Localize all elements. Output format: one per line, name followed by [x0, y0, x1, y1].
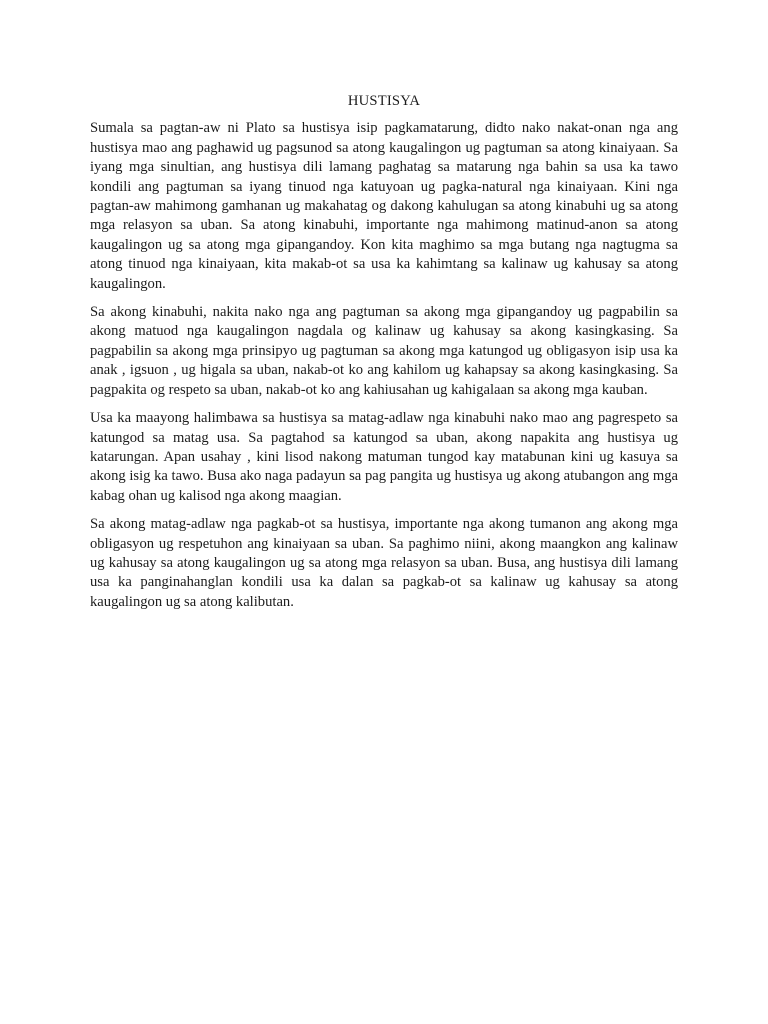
paragraph-1: Sumala sa pagtan-aw ni Plato sa hustisya isip pagkamatarung, didto nako nakat-onan nga ang hustisya mao ang paghawid ug pagsunod sa atong kaugalingon ug pagtuman sa atong kinaiyaan. Sa iyang mga sinultian, ang hustisya dili lamang paghatag sa matarung nga bahin sa usa ka tawo kondili ang pagtuman sa iyang tinuod nga katuyoan ug pagka-natural nga kinaiyaan. Kini nga pagtan-aw mahimong gamhanan ug makahatag og dakong kahulugan sa atong kinabuhi ug sa atong mga relasyon sa uban. Sa atong kinabuhi, importante nga mahimong matinud-anon sa atong kaugalingon ug sa atong mga gipangandoy. Kon kita maghimo sa mga butang nga nagtugma sa atong tinuod nga kinaiyaan, kita makab-ot sa usa ka kahimtang sa kalinaw ug kahusay sa atong kaugalingon.	[90, 120, 678, 292]
document-title: HUSTISYA	[347, 93, 421, 109]
paragraph-3: Usa ka maayong halimbawa sa hustisya sa matag-adlaw nga kinabuhi nako mao ang pagrespeto sa katungod sa matag usa. Sa pagtahod sa katungod sa uban, akong napakita ang hustisya ug katarungan. Apan usahay , kini lisod nakong matuman tungod kay matabunan kini ug kasuya sa akong isig ka tawo. Busa ako naga padayun sa pag pangita ug hustisya ug akong atubangon ang mga kabag ohan ug kalisod nga akong maagian.	[90, 410, 678, 504]
paragraph-2: Sa akong kinabuhi, nakita nako nga ang pagtuman sa akong mga gipangandoy ug pagpabilin sa akong matuod nga kaugalingon nagdala og kalinaw ug kahusay sa akong kasingkasing. Sa pagpabilin sa akong mga prinsipyo ug pagtuman sa akong mga katungod ug obligasyon isip usa ka anak , igsuon , ug higala sa uban, nakab-ot ko ang kahilom ug kahapsay sa akong kasingkasing. Sa pagpakita og respeto sa uban, nakab-ot ko ang kahiusahan ug kahigalaan sa akong mga kauban.	[90, 304, 678, 398]
document-page	[90, 92, 678, 621]
paragraph-4: Sa akong matag-adlaw nga pagkab-ot sa hustisya, importante nga akong tumanon ang akong mga obligasyon ug respetuhon ang kinaiyaan sa uban. Sa paghimo niini, akong maangkon ang kalinaw ug kahusay sa atong kaugalingon ug sa atong mga relasyon sa uban. Busa, ang hustisya dili lamang usa ka panginahanglan kondili usa ka dalan sa pagkab-ot sa kalinaw ug kahusay sa atong kaugalingon ug sa atong kalibutan.	[90, 516, 678, 610]
